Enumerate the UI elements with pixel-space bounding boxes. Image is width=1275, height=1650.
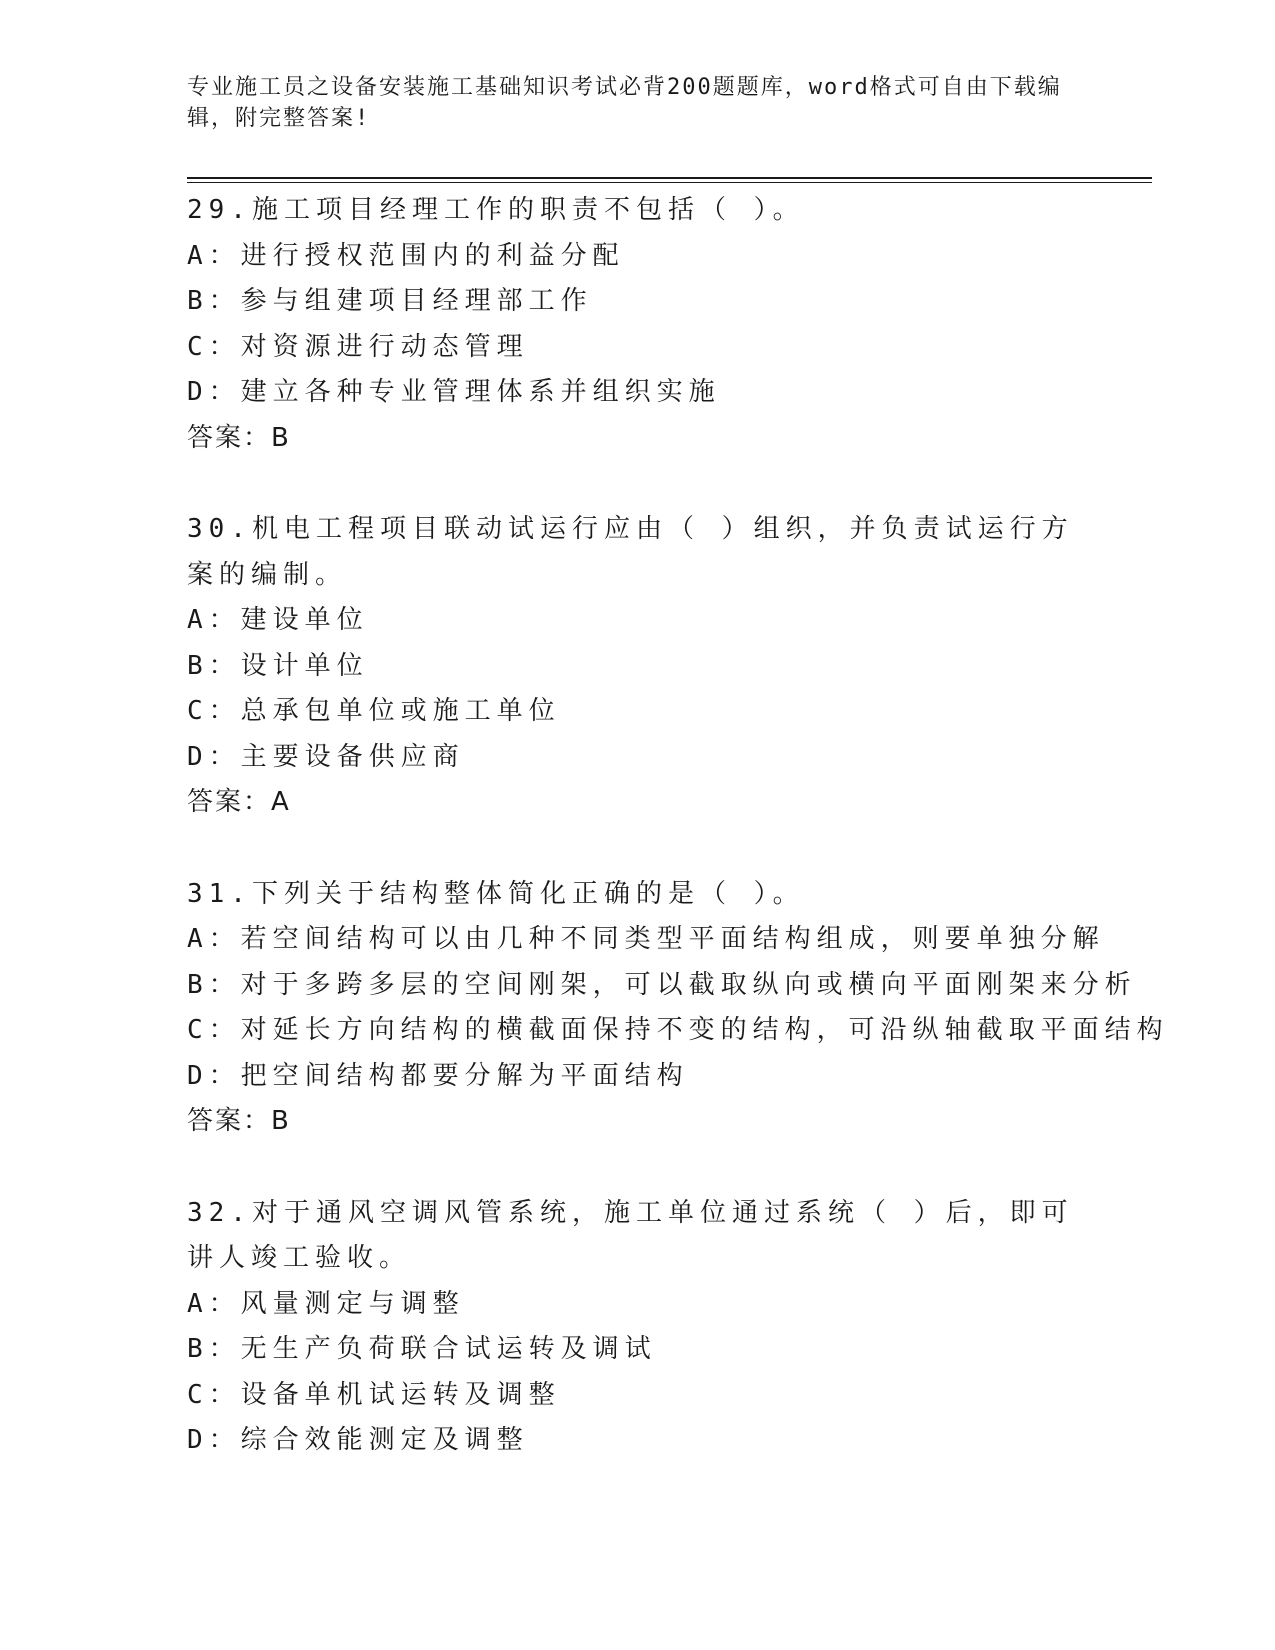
answer-line: 答案：B [187, 422, 291, 453]
option-d: D：把空间结构都要分解为平面结构 [187, 1060, 689, 1091]
question-stem: 32.对于通风空调风管系统，施工单位通过系统（ ）后，即可讲人竣工验收。 [187, 1197, 1074, 1273]
header-title: 专业施工员之设备安装施工基础知识考试必背200题题库，word格式可自由下载编辑，附完整答案! [187, 75, 1062, 131]
option-b: B：无生产负荷联合试运转及调试 [187, 1334, 657, 1364]
question-stem: 30.机电工程项目联动试运行应由（ ）组织，并负责试运行方案的编制。 [187, 514, 1074, 590]
option-a: A：若空间结构可以由几种不同类型平面结构组成，则要单独分解 [187, 924, 1105, 954]
option-a: A：建设单位 [187, 605, 369, 635]
option-d: D：建立各种专业管理体系并组织实施 [187, 377, 721, 407]
option-c: C：对延长方向结构的横截面保持不变的结构，可沿纵轴截取平面结构 [187, 1015, 1169, 1045]
question-stem: 31.下列关于结构整体简化正确的是（ ）。 [187, 878, 805, 909]
option-b: B：对于多跨多层的空间刚架，可以截取纵向或横向平面刚架来分析 [187, 969, 1137, 1000]
question-30 [187, 507, 1087, 826]
answer-line: 答案：A [187, 787, 291, 817]
option-d: D：综合效能测定及调整 [187, 1425, 529, 1455]
question-list [187, 188, 1169, 1510]
option-c: C：对资源进行动态管理 [187, 331, 529, 362]
option-b: B：设计单位 [187, 650, 369, 681]
question-29 [187, 188, 1087, 461]
question-31 [187, 872, 1169, 1145]
answer-line: 答案：B [187, 1106, 291, 1136]
document-header [187, 72, 1087, 134]
option-a: A：进行授权范围内的利益分配 [187, 240, 625, 271]
header-divider-thick [187, 177, 1152, 179]
header-divider-thin [187, 182, 1152, 183]
option-c: C：设备单机试运转及调整 [187, 1379, 561, 1410]
option-b: B：参与组建项目经理部工作 [187, 286, 593, 316]
option-a: A：风量测定与调整 [187, 1288, 465, 1319]
question-stem: 29.施工项目经理工作的职责不包括（ ）。 [187, 195, 805, 225]
option-d: D：主要设备供应商 [187, 741, 465, 772]
option-c: C：总承包单位或施工单位 [187, 696, 561, 726]
question-32 [187, 1191, 1087, 1464]
